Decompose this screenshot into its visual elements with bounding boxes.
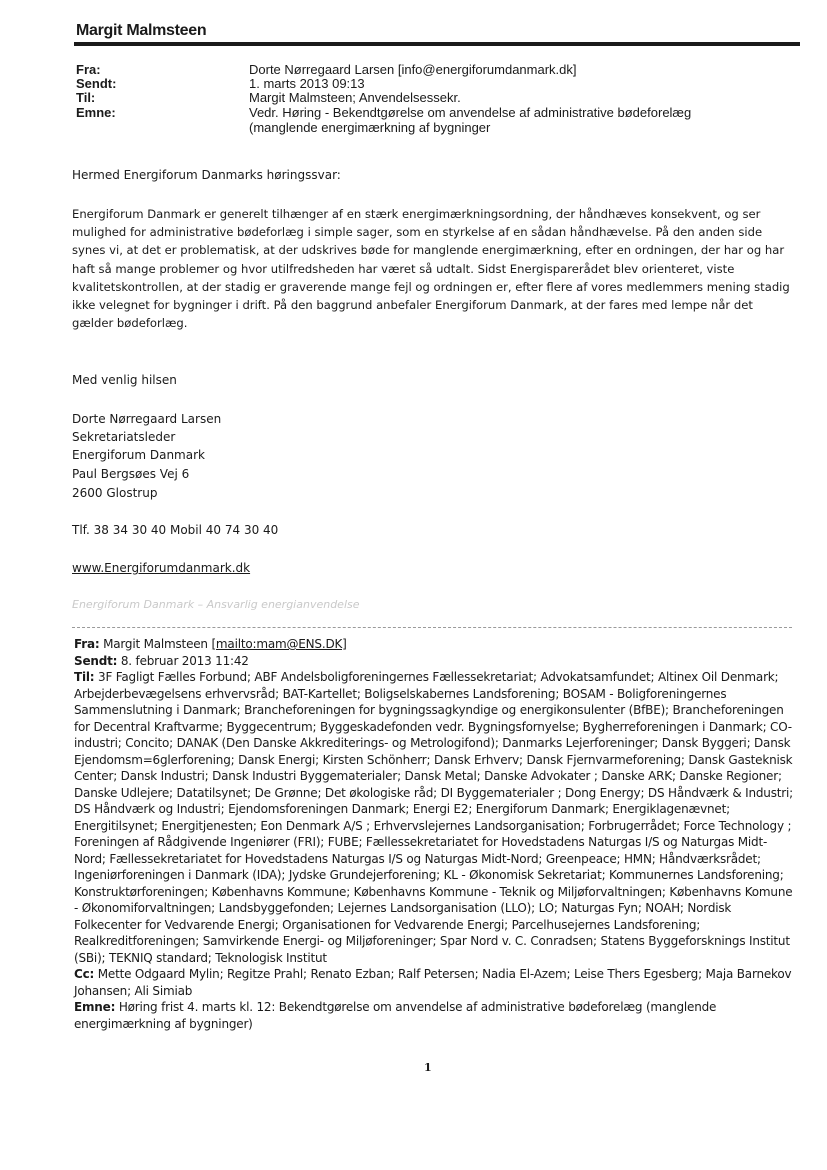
fw-from-value: Margit Malmsteen	[103, 637, 212, 651]
fw-from-label: Fra:	[74, 637, 100, 651]
website-link-text[interactable]: www.Energiforumdanmark.dk	[72, 561, 251, 575]
fw-mailto-link[interactable]: [mailto:mam@ENS.DK]	[211, 637, 347, 651]
signature-name: Dorte Nørregaard Larsen	[72, 412, 222, 426]
from-value: Dorte Nørregaard Larsen [info@energiforumdanmark.dk]	[249, 62, 577, 77]
header-rule	[74, 42, 800, 46]
forward-separator	[72, 627, 792, 628]
fw-to-value: 3F Fagligt Fælles Forbund; ABF Andelsboligforeningernes Fællessekretariat; Advokatsamfundet; Altinex Oil Denmark; Arbejderbevægelsens erhvervsråd; BAT-Kartellet; Boligselskabernes Landsforening; BOSAM - Boligforeningernes Sammenslutning i Danmark; Brancheforeningen for bygningssagkyndige og energikonsulenter (BfBE); Brancheforeningen for Decentral Kraftvarme; Byggecentrum; Byggeskadefonden vedr. Bygningsfornyelse; Bygherreforeningen i Danmark; CO-industri; Concito; DANAK (Den Danske Akkrediterings- og Metrologifond); Danmarks Lejerforeninger; Dansk Byggeri; Dansk Ejendomsm=6glerforening; Dansk Energi; Kirsten Schönherr; Dansk Erhverv; Dansk Fjernvarmeforening; Dansk Gasteknisk Center; Dansk Industri; Dansk Industri Byggematerialer; Dansk Metal; Danske Advokater ; Danske ARK; Danske Regioner; Danske Udlejere; Datatilsynet; De Grønne; Det økologiske råd; DI Byggematerialer ; Dong Energy; DS Håndværk & Industri; DS Håndværk og Industri; Ejendomsforeningen Danmark; Energi E2; Energiforum Danmark; Energiklagenævnet; Energitilsynet; Energitjenesten; Eon Denmark A/S ; Erhvervslejernes Landsorganisation; Forbrugerrådet; Force Technology ; Foreningen af Rådgivende Ingeniører (FRI); FUBE; Fællessekretariatet for Hovedstadens Naturgas I/S og Naturgas Midt-Nord; Fællessekretariatet for Hovedstadens Naturgas I/S og Naturgas Midt-Nord; Greenpeace; HMN; Håndværksrådet; Ingeniørforeningen i Danmark (IDA); Jydske Grundejerforening; KL - Økonomisk Sekretariat; Kommunernes Landsforening; Konstruktørforeningen; Københavns Kommune; Københavns Kommune - Teknik og Miljøforvaltningen; Københavns Komune - Økonomiforvaltningen; Landsbyggefonden; Lejernes Landsorganisation (LLO); LO; Naturgas Fyn; NOAH; Nordisk Folkecenter for Vedvarende Energi; Organisationen for Vedvarende Energi; Parcelhusejernes Landsforening; Realkreditforeningen; Samvirkende Energi- og Miljøforeninger; Spar Nord v. C. Conradsen; Statens Byggeforsknings Institut (SBi); TEKNIQ standard; Teknologisk Institut	[74, 670, 793, 965]
fw-subject-row	[74, 999, 794, 1032]
signature-title: Sekretariatsleder	[72, 430, 176, 444]
from-label: Fra:	[76, 62, 101, 77]
fw-cc-value: Mette Odgaard Mylin; Regitze Prahl; Renato Ezban; Ralf Petersen; Nadia El-Azem; Leise Thers Egesberg; Maja Barnekov Johansen; Ali Simiab	[74, 967, 792, 998]
subject-value: Vedr. Høring - Bekendtgørelse om anvendelse af administrative bødeforelæg (manglende energimærkning af bygninger	[249, 105, 692, 135]
fw-sent-row	[74, 653, 794, 670]
fw-sent-label: Sendt:	[74, 653, 118, 668]
sent-value: 1. marts 2013 09:13	[249, 76, 365, 91]
website-link[interactable]	[72, 559, 792, 577]
fw-cc-row	[74, 966, 794, 999]
closing-greeting: Med venlig hilsen	[72, 373, 177, 387]
fw-to-row	[74, 669, 794, 966]
signature-city: 2600 Glostrup	[72, 486, 158, 500]
subject-label: Emne:	[76, 105, 116, 120]
signature-org: Energiforum Danmark	[72, 448, 205, 462]
to-label: Til:	[76, 90, 96, 105]
body-paragraph: Energiforum Danmark er generelt tilhænger af en stærk energimærkningsordning, der håndhæves konsekvent, og ser mulighed for administrative bødeforlæg i simple sager, som en styrkelse af en sådan håndhævelse. På den anden side synes vi, at det er problematisk, at der udskrives bøde for manglende energimærkning, efter en ordningen, der har og har haft så mange problemer og hvor utilfredsheden har været så udtalt. Sidst Energisparerådet blev orienteret, viste kvalitetskontrollen, at der stadig er graverende mange fejl og ordningen er, efter flere af vores medlemmers mening stadig ikke velegnet for bygninger i drift. På den baggrund anbefaler Energiforum Danmark, at der fares med lempe når det gælder bødeforlæg.	[72, 207, 790, 331]
signature-tagline: Energiforum Danmark – Ansvarlig energianvendelse	[72, 598, 360, 611]
sent-label: Sendt:	[76, 76, 117, 91]
signature-street: Paul Bergsøes Vej 6	[72, 467, 190, 481]
page-number: 1	[424, 1061, 432, 1074]
to-value: Margit Malmsteen; Anvendelsessekr.	[249, 90, 461, 105]
forwarded-header	[74, 636, 794, 1032]
fw-cc-label: Cc:	[74, 967, 95, 981]
signature-phone: Tlf. 38 34 30 40 Mobil 40 74 30 40	[72, 523, 279, 537]
fw-to-label: Til:	[74, 670, 95, 684]
fw-subject-label: Emne:	[74, 1000, 116, 1014]
fw-subject-value: Høring frist 4. marts kl. 12: Bekendtgørelse om anvendelse af administrative bødeforelæg (manglende energimærkning af bygninger)	[74, 1000, 717, 1031]
fw-from-row	[74, 636, 794, 653]
fw-sent-value: 8. februar 2013 11:42	[120, 653, 249, 668]
mailbox-owner-name: Margit Malmsteen	[76, 22, 207, 39]
intro-line: Hermed Energiforum Danmarks høringssvar:	[72, 168, 341, 182]
